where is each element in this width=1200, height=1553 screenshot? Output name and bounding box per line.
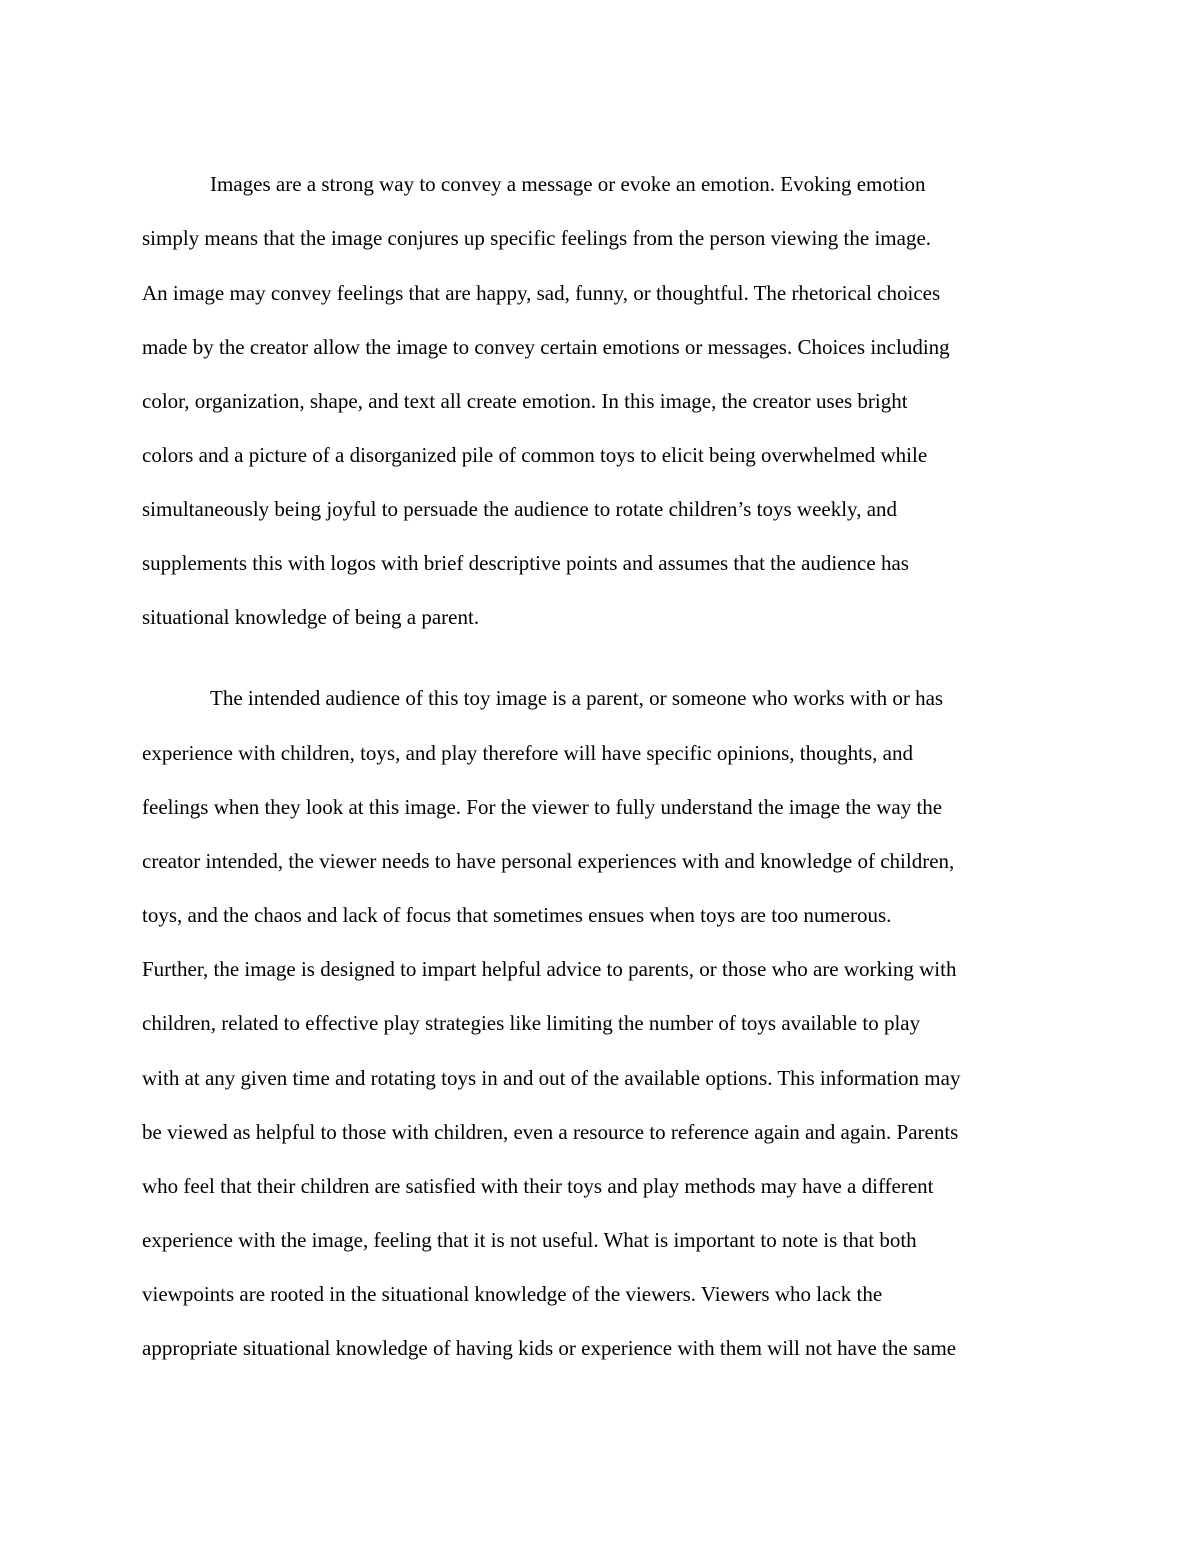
paragraph-line: color, organization, shape, and text all create emotion. In this image, the creator uses bright: [142, 389, 908, 413]
paragraph-line: appropriate situational knowledge of having kids or experience with them will not have the same: [142, 1336, 957, 1360]
paragraph-line: made by the creator allow the image to convey certain emotions or messages. Choices including: [142, 335, 950, 359]
paragraph-line: who feel that their children are satisfied with their toys and play methods may have a different: [142, 1174, 934, 1198]
paragraph-line: creator intended, the viewer needs to have personal experiences with and knowledge of children,: [142, 849, 955, 873]
paragraph-line: An image may convey feelings that are happy, sad, funny, or thoughtful. The rhetorical choices: [142, 281, 941, 305]
paragraph-line: Further, the image is designed to impart helpful advice to parents, or those who are working with: [142, 957, 957, 981]
paragraph-line: simultaneously being joyful to persuade the audience to rotate children’s toys weekly, and: [142, 497, 898, 521]
paragraph-line: simply means that the image conjures up specific feelings from the person viewing the image.: [142, 226, 932, 250]
paragraph-line: viewpoints are rooted in the situational knowledge of the viewers. Viewers who lack the: [142, 1282, 883, 1306]
paragraph-line: toys, and the chaos and lack of focus that sometimes ensues when toys are too numerous.: [142, 903, 892, 927]
paragraph-line: Images are a strong way to convey a message or evoke an emotion. Evoking emotion: [210, 172, 926, 196]
paragraph-line: feelings when they look at this image. For the viewer to fully understand the image the way the: [142, 795, 943, 819]
paragraph-line: The intended audience of this toy image is a parent, or someone who works with or has: [210, 686, 944, 710]
paragraph-line: situational knowledge of being a parent.: [142, 605, 480, 629]
paragraph-line: experience with the image, feeling that it is not useful. What is important to note is that both: [142, 1228, 917, 1252]
paragraph-line: with at any given time and rotating toys in and out of the available options. This information may: [142, 1066, 961, 1090]
paragraph-line: be viewed as helpful to those with children, even a resource to reference again and again. Parents: [142, 1120, 959, 1144]
paragraph-line: children, related to effective play strategies like limiting the number of toys available to play: [142, 1011, 921, 1035]
paragraph-line: colors and a picture of a disorganized pile of common toys to elicit being overwhelmed while: [142, 443, 928, 467]
paragraph-line: experience with children, toys, and play therefore will have specific opinions, thoughts, and: [142, 741, 913, 765]
paragraph-line: supplements this with logos with brief descriptive points and assumes that the audience has: [142, 551, 909, 575]
